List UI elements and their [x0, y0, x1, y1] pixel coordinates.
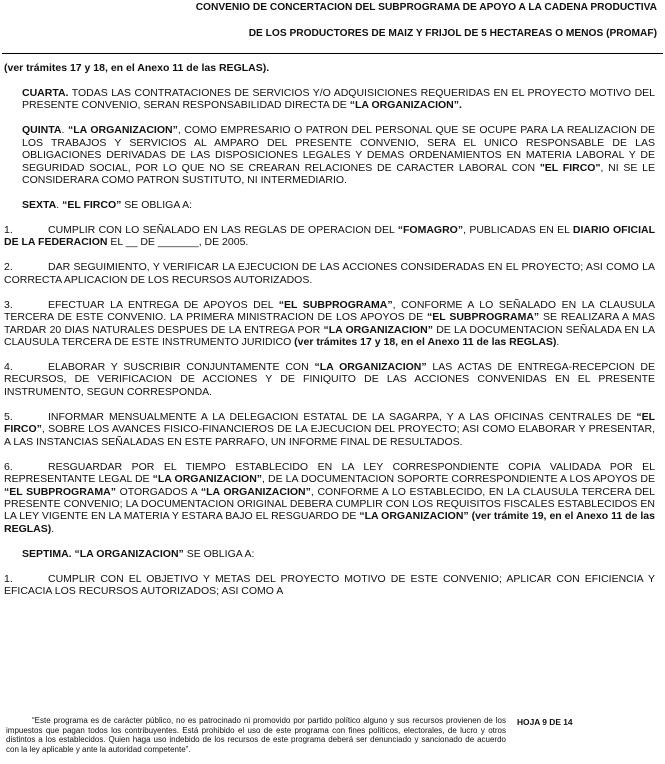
item-text: , PUBLICADAS EN EL	[463, 224, 573, 237]
footer-indent	[6, 716, 32, 725]
clause-label: QUINTA	[22, 124, 62, 137]
list-item	[4, 573, 655, 598]
reference-text: (ver trámites 17 y 18, en el Anexo 11 de las REGLAS).	[4, 62, 270, 74]
clause-text: .	[61, 124, 68, 137]
list-item	[4, 361, 655, 398]
publication-name: DIARIO OFICIAL DE LA FEDERACION	[4, 224, 655, 249]
item-text: INFORMAR MENSUALMENTE A LA DELEGACION ESTATAL DE LA SAGARPA, Y A LAS OFICINAS CENTRALES DE	[48, 410, 637, 423]
item-number: 4.	[4, 361, 13, 374]
clause-label: CUARTA.	[22, 87, 69, 99]
list-item	[4, 261, 655, 286]
item-text: , SOBRE LOS AVANCES FISICO-FINANCIEROS DE LA EJECUCION DEL PROYECTO; ASI COMO ELABORAR Y PRESENTAR, A LAS INSTANCIAS SEÑALADAS EN ESTE PARRAFO, UN INFORME FINAL DE RESULTADOS.	[4, 423, 655, 448]
footer-notice	[6, 716, 506, 754]
item-text: .	[556, 336, 560, 349]
page-number: HOJA 9 DE 14	[517, 717, 573, 727]
item-text: LAS ACTAS DE ENTREGA-RECEPCION DE RECURSOS, DE VERIFICACION DE ACCIONES Y DE FINIQUITO DE LAS ACCIONES CONVENIDAS EN EL PRESENTE INSTRUMENTO, SEGUN CORRESPONDA.	[4, 361, 655, 398]
party-name: “LA ORGANIZACION”	[323, 323, 434, 336]
item-text: SE REALIZARA A MAS TARDAR 20 DIAS NATURALES DESPUES DE LA ENTREGA POR	[4, 311, 656, 336]
party-name: “LA ORGANIZACION”	[152, 473, 263, 486]
reference-text: (ver trámites 17 y 18, en el Anexo 11 de las REGLAS)	[294, 336, 557, 349]
item-text: OTORGADOS A	[115, 485, 201, 498]
item-number: 1.	[4, 572, 13, 585]
program-name: “EL SUBPROGRAMA”	[426, 311, 540, 324]
item-number: 1.	[4, 224, 13, 237]
item-text: ELABORAR Y SUSCRIBIR CONJUNTAMENTE CON	[48, 361, 315, 374]
item-text: , CONFORME A LO ESTABLECIDO, EN LA CLAUSULA TERCERA DEL PRESENTE CONVENIO; LA DOCUMENTACION ORIGINAL DEBERA CUMPLIR CON LOS REQUISITOS FISCALES ESTABLECIDOS EN LA LEY VIGENTE EN LA MATERIA Y ESTARA BAJO EL RESGUARDO DE	[4, 485, 655, 523]
party-name: “LA ORGANIZACION”	[200, 485, 311, 498]
item-number: 6.	[4, 460, 13, 473]
header-divider	[2, 53, 663, 54]
item-number: 3.	[4, 298, 13, 311]
party-name: “LA ORGANIZACION” (ver trámite 19, en el Anexo 11 de las REGLAS)	[4, 510, 655, 535]
item-text: EL __ DE _______, DE 2005.	[107, 236, 249, 249]
program-name: “EL SUBPROGRAMA”	[278, 298, 393, 311]
item-text: .	[51, 522, 55, 535]
party-name: “EL FIRCO”	[4, 410, 655, 436]
item-text: CUMPLIR CON LO SEÑALADO EN LAS REGLAS DE OPERACION DEL	[48, 224, 398, 237]
item-text: , DE LA DOCUMENTACION SOPORTE CORRESPONDIENTE A LOS APOYOS DE	[262, 473, 655, 486]
party-name: “LA ORGANIZACION”	[314, 361, 427, 374]
clause-sexta	[4, 199, 655, 211]
clause-cuarta	[4, 87, 655, 112]
clause-text: SE OBLIGA A:	[183, 547, 255, 560]
clause-text: .	[56, 199, 63, 212]
clause-label: SEXTA	[22, 199, 57, 212]
program-name: “FOMAGRO”	[397, 224, 464, 237]
list-item	[4, 411, 655, 448]
item-number: 5.	[4, 410, 13, 423]
item-text: DAR SEGUIMIENTO, Y VERIFICAR LA EJECUCION DE LAS ACCIONES CONSIDERADAS EN EL PROYECTO; ASI COMO LA CORRECTA APLICACION DE LOS RECURSOS AUTORIZADOS.	[4, 261, 655, 286]
header-title-line-1: CONVENIO DE CONCERTACION DEL SUBPROGRAMA DE APOYO A LA CADENA PRODUCTIVA	[195, 2, 657, 13]
clause-text: SE OBLIGA A:	[121, 199, 193, 212]
list-item	[4, 224, 655, 249]
party-name: “LA ORGANIZACION”	[67, 124, 178, 137]
header-title-line-2: DE LOS PRODUCTORES DE MAIZ Y FRIJOL DE 5 HECTAREAS O MENOS (PROMAF)	[248, 28, 657, 39]
document-body	[4, 62, 655, 610]
list-item	[4, 299, 655, 349]
item-text: EFECTUAR LA ENTREGA DE APOYOS DEL	[48, 298, 279, 311]
program-name: “EL SUBPROGRAMA”	[4, 485, 116, 498]
clause-septima	[4, 548, 655, 560]
clause-text: , NI SE LE CONSIDERARA COMO PATRON SUSTITUTO, NI INTERMEDIARIO.	[22, 161, 655, 187]
item-text: , CONFORME A LO SEÑALADO EN LA CLAUSULA TERCERA DE ESTE CONVENIO. LA PRIMERA MINISTRACION DE LOS APOYOS DE	[4, 298, 655, 324]
clause-text: TODAS LAS CONTRATACIONES DE SERVICIOS Y/O ADQUISICIONES REQUERIDAS EN EL PROYECTO MOTIVO DEL PRESENTE CONVENIO, SERAN RESPONSABILIDAD DIRECTA DE	[22, 87, 655, 112]
reference-paragraph	[4, 62, 655, 74]
clause-label: SEPTIMA.	[22, 547, 72, 560]
party-name: “EL FIRCO”	[62, 199, 122, 212]
list-item	[4, 461, 655, 535]
clause-text: , COMO EMPRESARIO O PATRON DEL PERSONAL QUE SE OCUPE PARA LA REALIZACION DE LOS TRABAJOS Y SERVICIOS AL AMPARO DEL PRESENTE CONVENIO, SERA EL UNICO RESPONSABLE DE LAS OBLIGACIONES DERIVADAS DE LAS DISPOSICIONES LEGALES Y DEMAS ORDENAMIENTOS EN MATERIA LABORAL Y DE SEGURIDAD SOCIAL, POR LO QUE NO SE CREARAN RELACIONES DE CARACTER LABORAL CON	[22, 124, 655, 174]
item-text: DE LA DOCUMENTACION SEÑALADA EN LA CLAUSULA TERCERA DE ESTE INSTRUMENTO JURIDICO	[4, 323, 655, 349]
party-name: "EL FIRCO"	[539, 161, 601, 174]
party-name: “LA ORGANIZACION”.	[349, 99, 462, 112]
item-number: 2.	[4, 261, 13, 274]
item-text: CUMPLIR CON EL OBJETIVO Y METAS DEL PROYECTO MOTIVO DE ESTE CONVENIO; APLICAR CON EFICIENCIA Y EFICACIA LOS RECURSOS AUTORIZADOS; ASI COMO A	[4, 572, 655, 598]
footer-notice-text: “Este programa es de carácter público, no es patrocinado ni promovido por partido político alguno y sus recursos provienen de los impuestos que pagan todos los contribuyentes. Está prohibido el uso de este programa con fines políticos, electorales, de lucro y otros distintos a los establecidos. Quien haga uso indebido de los recursos de este programa deberá ser denunciado y sancionado de acuerdo con la ley aplicable y ante la autoridad competente”.	[6, 716, 506, 754]
item-text: RESGUARDAR POR EL TIEMPO ESTABLECIDO EN LA LEY CORRESPONDIENTE COPIA VALIDADA POR EL REPRESENTANTE LEGAL DE	[4, 460, 655, 486]
clause-quinta	[4, 124, 655, 186]
party-name: “LA ORGANIZACION”	[74, 547, 184, 560]
